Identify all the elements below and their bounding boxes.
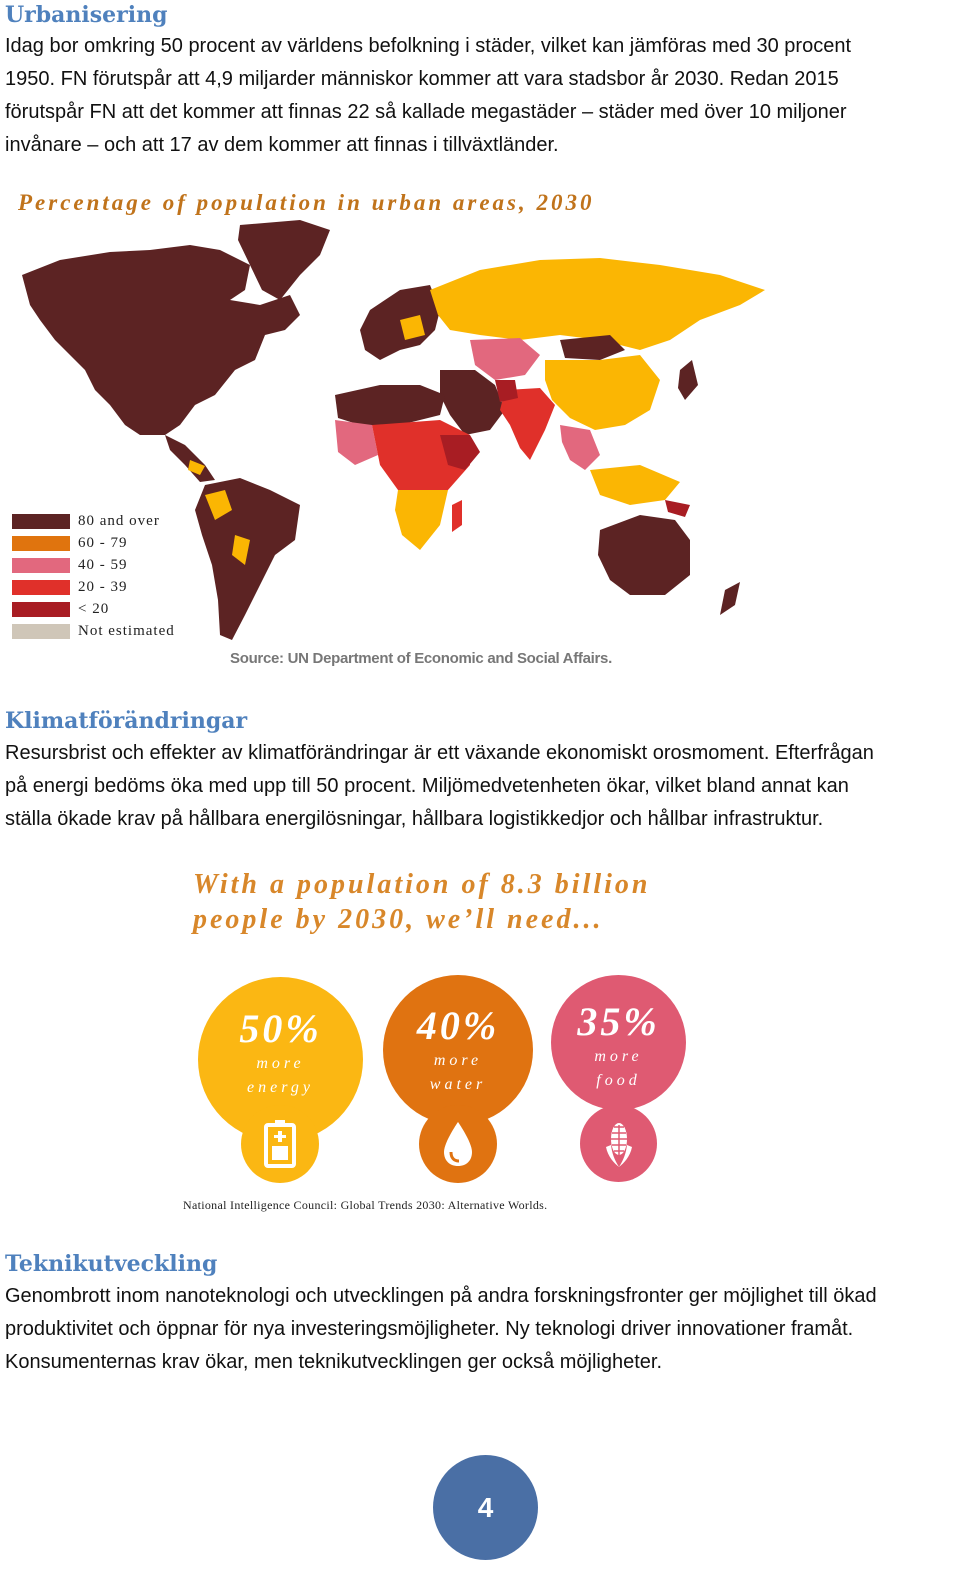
food-more: more [594, 1048, 643, 1065]
food-label: food [596, 1072, 641, 1089]
map-region-africa-north [335, 385, 445, 425]
water-drop-icon [441, 1120, 475, 1168]
infographic-title-line: With a population of 8.3 billion [193, 869, 651, 900]
legend-item [12, 598, 175, 620]
map-region-china [545, 355, 660, 430]
legend-label: < 20 [78, 600, 110, 617]
legend-label: 60 - 79 [78, 534, 128, 551]
map-region-australia [598, 515, 690, 595]
section-heading-urbanisering: Urbanisering [5, 2, 168, 28]
paragraph-line: på energi bedöms öka med upp till 50 procent. Miljömedvetenheten ökar, vilket bland annat kan [5, 775, 849, 797]
infographic-source: National Intelligence Council: Global Trends 2030: Alternative Worlds. [183, 1198, 548, 1212]
food-circle [551, 975, 686, 1110]
map-region-japan [678, 360, 698, 400]
legend-label: 20 - 39 [78, 578, 128, 595]
section-heading-teknik: Teknikutveckling [5, 1251, 218, 1277]
water-more: more [433, 1052, 483, 1069]
corn-icon [602, 1119, 636, 1169]
legend-item [12, 532, 175, 554]
urbanisering-paragraph [5, 30, 955, 162]
map-title: Percentage of population in urban areas, 2030 [18, 190, 595, 215]
corn-badge [580, 1105, 657, 1182]
legend-swatch [12, 580, 70, 595]
paragraph-line: förutspår FN att det kommer att finnas 22 så kallade megastäder – städer med över 10 miljoner [5, 101, 847, 123]
paragraph-line: 1950. FN förutspår att 4,9 miljarder människor kommer att vara stadsbor år 2030. Redan 2015 [5, 68, 839, 90]
page-number-badge [433, 1455, 538, 1560]
battery-icon [263, 1120, 297, 1168]
food-percent: 35% [577, 999, 660, 1044]
paragraph-line: Idag bor omkring 50 procent av världens befolkning i städer, vilket kan jämföras med 30 procent [5, 35, 852, 57]
map-region-africa-south [395, 490, 448, 550]
water-label: water [429, 1076, 487, 1093]
legend-item [12, 510, 175, 532]
water-circle [383, 975, 533, 1125]
legend-item [12, 576, 175, 598]
map-region-central-america [165, 435, 215, 482]
paragraph-line: produktivitet och öppnar för nya investeringsmöjligheter. Ny teknologi driver innovationer framåt. [5, 1318, 854, 1340]
water-percent: 40% [416, 1003, 500, 1048]
paragraph-line: Konsumenternas krav ökar, men teknikutvecklingen ger också möjligheter. [5, 1351, 663, 1373]
map-legend [12, 510, 175, 642]
legend-item [12, 620, 175, 642]
map-region-southeast-asia [560, 425, 600, 470]
paragraph-line: Resursbrist och effekter av klimatförändringar är ett växande ekonomiskt orosmoment. Efterfrågan [5, 742, 874, 764]
page-number: 4 [477, 1491, 494, 1523]
legend-label: 40 - 59 [78, 556, 128, 573]
teknik-paragraph [5, 1280, 955, 1379]
legend-label: Not estimated [78, 622, 175, 639]
legend-swatch [12, 624, 70, 639]
map-region-europe [360, 285, 440, 360]
paragraph-line: Genombrott inom nanoteknologi och utvecklingen på andra forskningsfronter ger möjlighet till ökad [5, 1285, 877, 1307]
legend-swatch [12, 602, 70, 617]
paragraph-line: invånare – och att 17 av dem kommer att finnas i tillväxtländer. [5, 134, 559, 156]
section-heading-klimat: Klimatförändringar [5, 708, 248, 734]
water-badge [419, 1105, 497, 1183]
legend-swatch [12, 514, 70, 529]
energy-percent: 50% [239, 1006, 322, 1051]
energy-label: energy [247, 1079, 314, 1096]
map-region-central-asia [470, 338, 540, 380]
legend-swatch [12, 536, 70, 551]
paragraph-line: ställa ökade krav på hållbara energilösningar, hållbara logistikkedjor och hållbar infrastruktur. [5, 808, 824, 830]
legend-item [12, 554, 175, 576]
energy-more: more [256, 1055, 305, 1072]
klimat-paragraph [5, 737, 955, 836]
legend-label: 80 and over [78, 512, 160, 529]
map-region-greenland [238, 220, 330, 300]
infographic-title-line: people by 2030, we’ll need... [193, 904, 604, 935]
infographic-title [193, 867, 650, 937]
battery-badge [241, 1105, 319, 1183]
legend-swatch [12, 558, 70, 573]
map-source: Source: UN Department of Economic and Social Affairs. [230, 650, 612, 667]
map-region-russia [430, 258, 765, 350]
map-region-africa-west [335, 420, 378, 465]
